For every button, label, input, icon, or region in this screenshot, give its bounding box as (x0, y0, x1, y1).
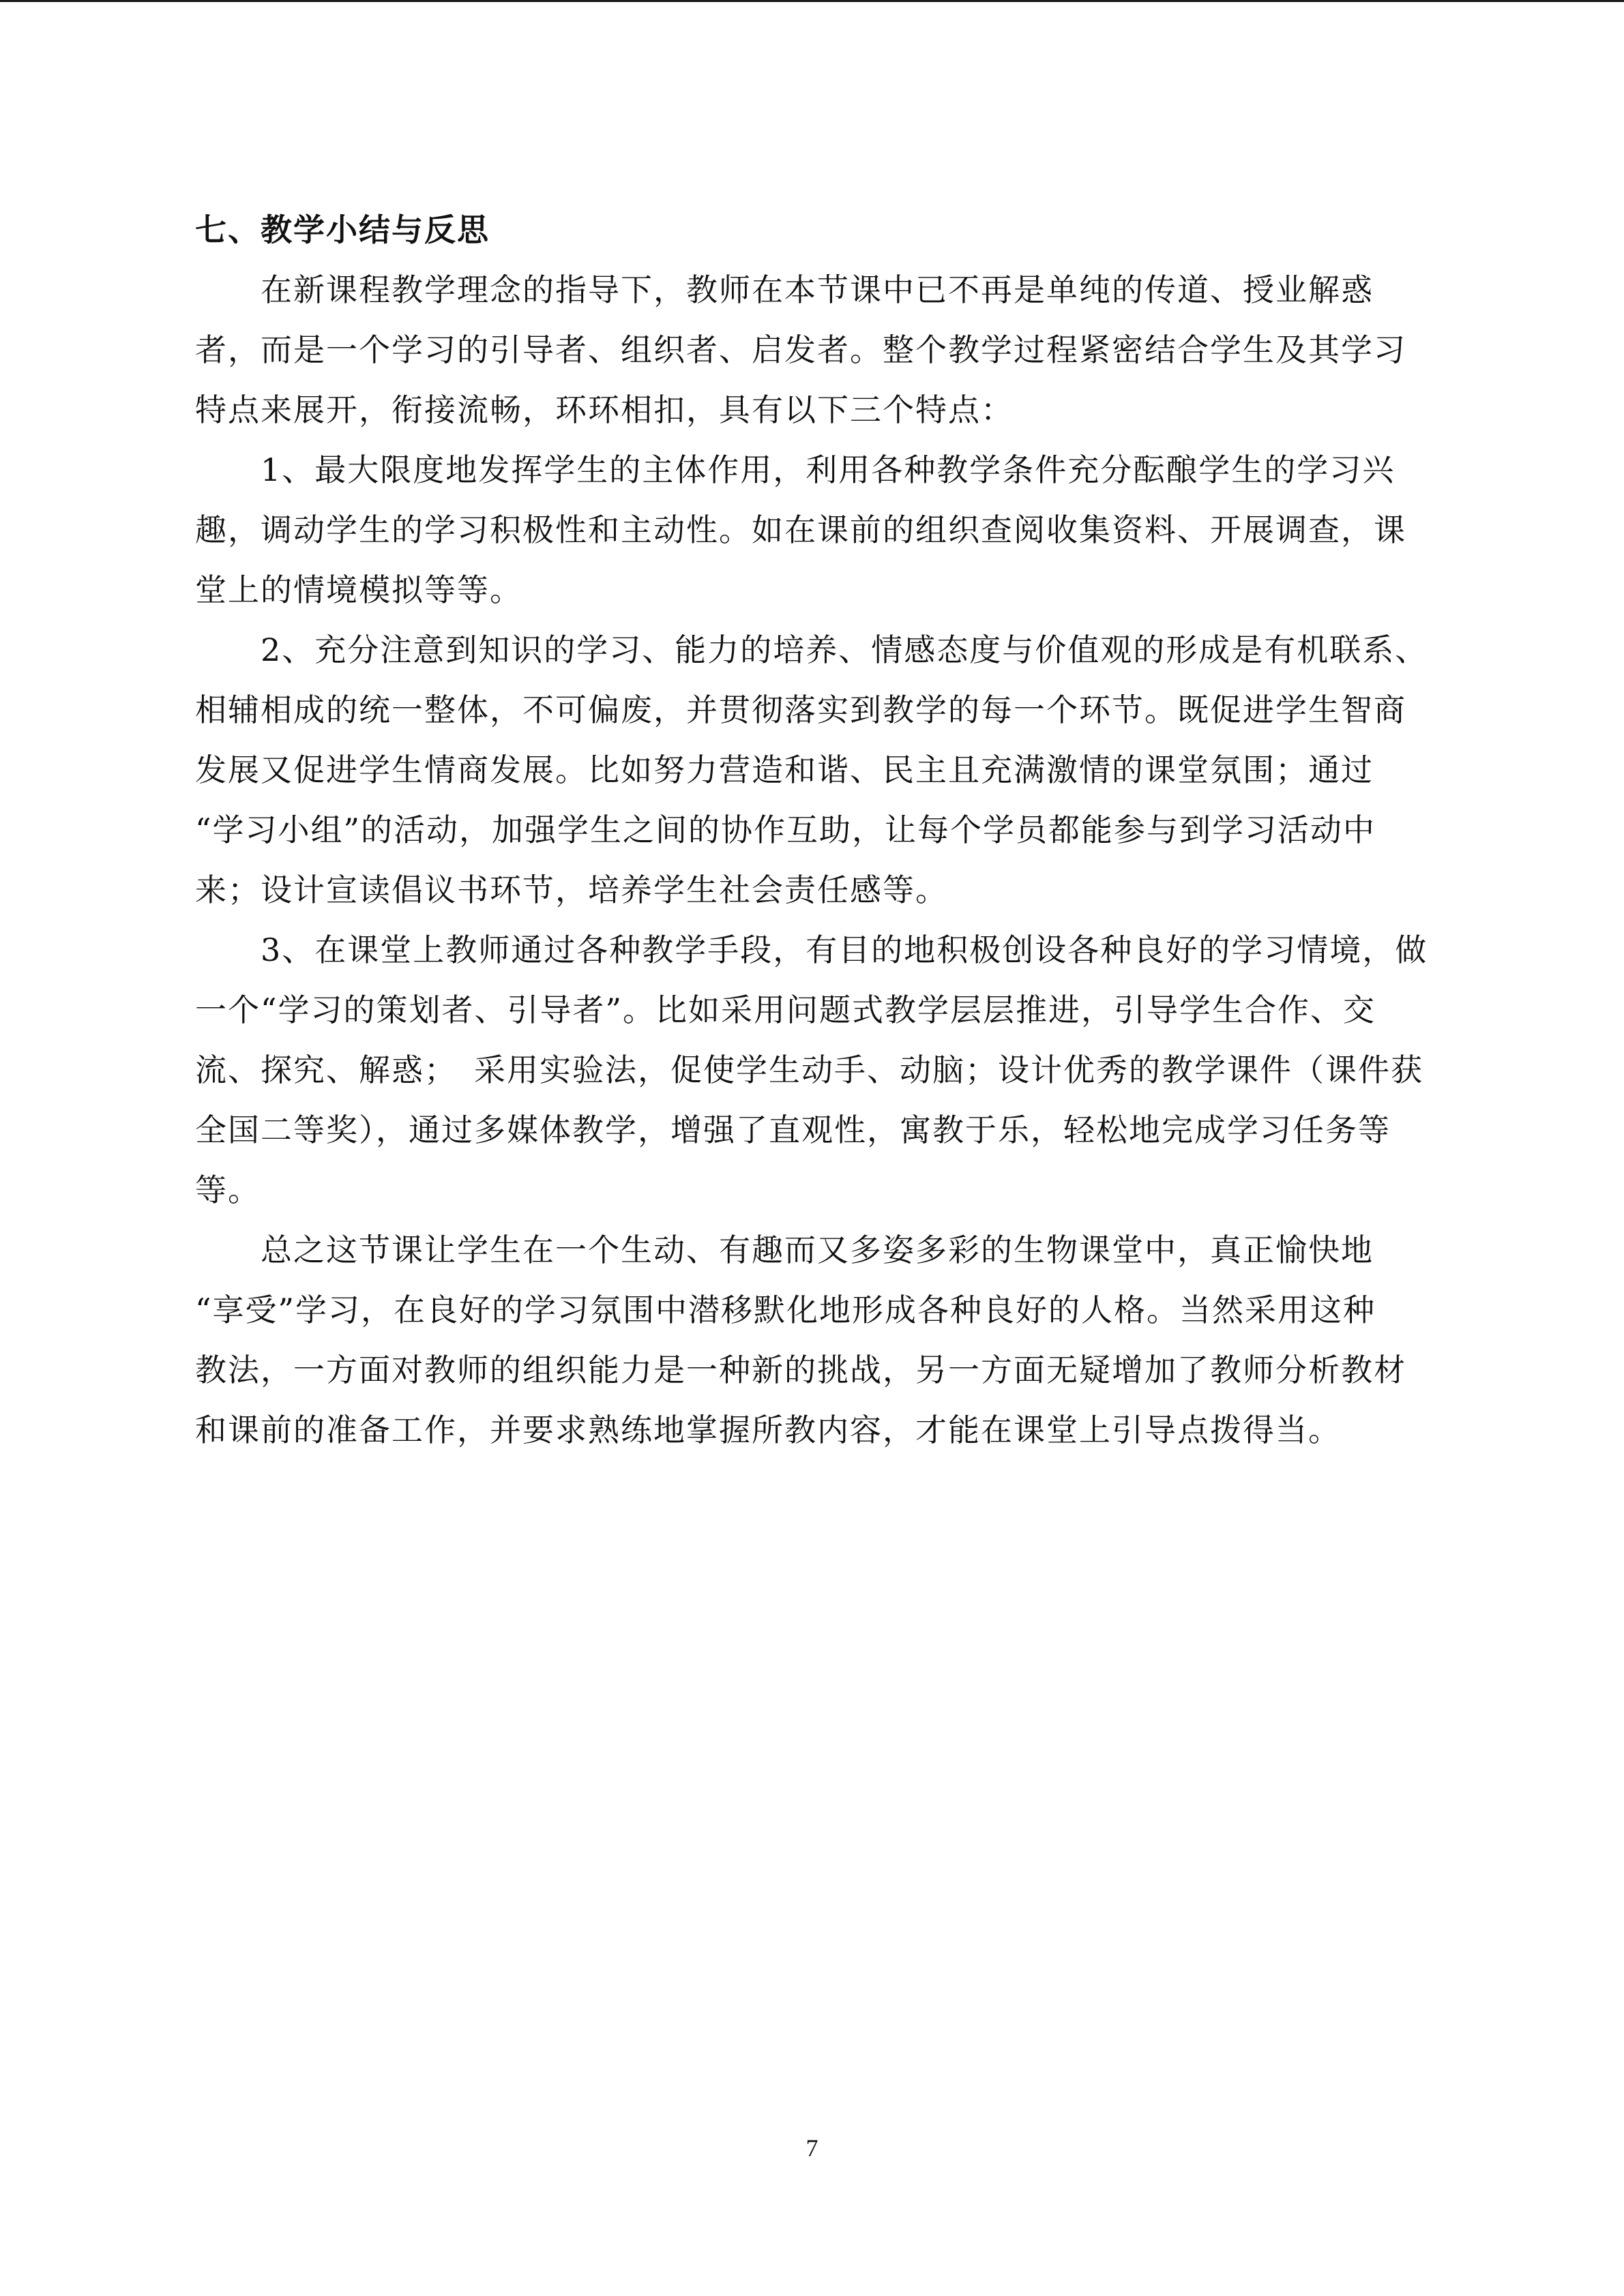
body-text-line: 堂上的情境模拟等等。 (195, 571, 522, 608)
body-text-line: 和课前的准备工作，并要求熟练地掌握所教内容，才能在课堂上引导点拨得当。 (195, 1412, 1341, 1448)
paragraph (195, 260, 1491, 440)
section-heading: 七、教学小结与反思 (195, 211, 490, 248)
paragraph (195, 920, 1491, 1220)
body-text-line: 2、充分注意到知识的学习、能力的培养、情感态度与价值观的形成是有机联系、 (261, 631, 1428, 668)
body-text-line: 等。 (195, 1172, 261, 1208)
body-text-line: “享受”学习，在良好的学习氛围中潜移默化地形成各种良好的人格。当然采用这种 (195, 1292, 1376, 1328)
body-text-line: “学习小组”的活动，加强学生之间的协作互助，让每个学员都能参与到学习活动中 (195, 811, 1376, 848)
page-number: 7 (806, 2134, 818, 2162)
body-text-line: 特点来展开，衔接流畅，环环相扣，具有以下三个特点： (195, 391, 1014, 428)
body-text-line: 全国二等奖），通过多媒体教学，增强了直观性，寓教于乐，轻松地完成学习任务等 (195, 1112, 1391, 1148)
body-text-line: 发展又促进学生情商发展。比如努力营造和谐、民主且充满激情的课堂氛围；通过 (195, 751, 1374, 788)
paragraph (195, 1220, 1491, 1460)
paragraph (195, 620, 1491, 920)
body-text-line: 相辅相成的统一整体，不可偏废，并贯彻落实到教学的每一个环节。既促进学生智商 (195, 691, 1406, 728)
body-text-line: 教法，一方面对教师的组织能力是一种新的挑战，另一方面无疑增加了教师分析教材 (195, 1352, 1406, 1388)
body-text-line: 者，而是一个学习的引导者、组织者、启发者。整个教学过程紧密结合学生及其学习 (195, 331, 1406, 368)
body-text-line: 1、最大限度地发挥学生的主体作用，利用各种教学条件充分酝酿学生的学习兴 (261, 451, 1396, 488)
body-text-line: 在新课程教学理念的指导下，教师在本节课中已不再是单纯的传道、授业解惑 (261, 271, 1374, 308)
body-text-line: 一个“学习的策划者、引导者”。比如采用问题式教学层层推进，引导学生合作、交 (195, 992, 1376, 1028)
body-text-line: 3、在课堂上教师通过各种教学手段，有目的地积极创设各种良好的学习情境，做 (261, 931, 1428, 968)
page-top-border (0, 0, 1624, 2)
page-content (195, 200, 1491, 1460)
body-text-line: 趣，调动学生的学习积极性和主动性。如在课前的组织查阅收集资料、开展调查，课 (195, 511, 1406, 548)
body-text-line: 总之这节课让学生在一个生动、有趣而又多姿多彩的生物课堂中，真正愉快地 (261, 1232, 1374, 1268)
body-text-line: 来；设计宣读倡议书环节，培养学生社会责任感等。 (195, 871, 948, 908)
body-text-line: 流、探究、解惑； 采用实验法，促使学生动手、动脑；设计优秀的教学课件（课件获 (195, 1052, 1423, 1088)
paragraph (195, 440, 1491, 620)
